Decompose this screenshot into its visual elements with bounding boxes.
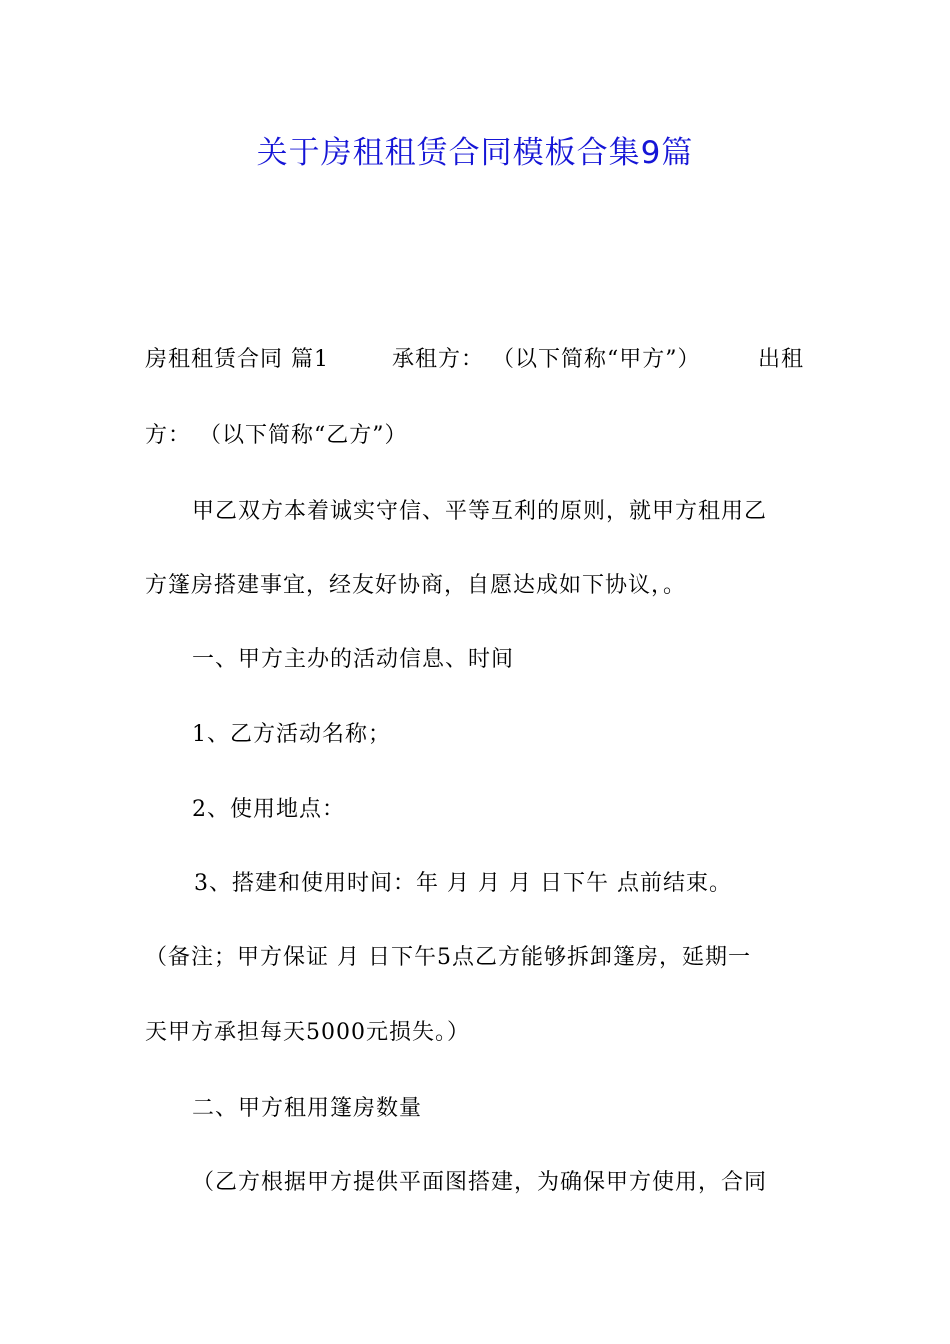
paragraph-line: 天甲方承担每天5000元损失。） [145,1020,470,1045]
paragraph-line: （乙方根据甲方提供平面图搭建，为确保甲方使用，合同 [192,1170,768,1195]
lessee-clause: 承租方： （以下简称“甲方”） [392,347,701,372]
list-item: 1、乙方活动名称； [192,722,391,747]
list-item: 2、使用地点： [192,797,345,822]
paragraph-line: 甲乙双方本着诚实守信、平等互利的原则，就甲方租用乙 [192,499,768,524]
paragraph-line: （备注；甲方保证 月 日下午5点乙方能够拆卸篷房，延期一 [145,945,751,970]
lessor-clause-start: 出租 [758,347,805,372]
list-item: 3、搭建和使用时间：年 月 月 月 日下午 点前结束。 [194,871,732,896]
lessor-clause-end: 方： （以下简称“乙方”） [145,423,408,448]
section-heading: 二、甲方租用篷房数量 [192,1096,423,1121]
paragraph-line: 方篷房搭建事宜，经友好协商，自愿达成如下协议，。 [145,573,687,598]
document-title: 关于房租租赁合同模板合集9篇 [256,135,694,171]
section-heading-contract-1: 房租租赁合同 篇1 [145,347,329,372]
section-heading: 一、甲方主办的活动信息、时间 [192,647,515,672]
